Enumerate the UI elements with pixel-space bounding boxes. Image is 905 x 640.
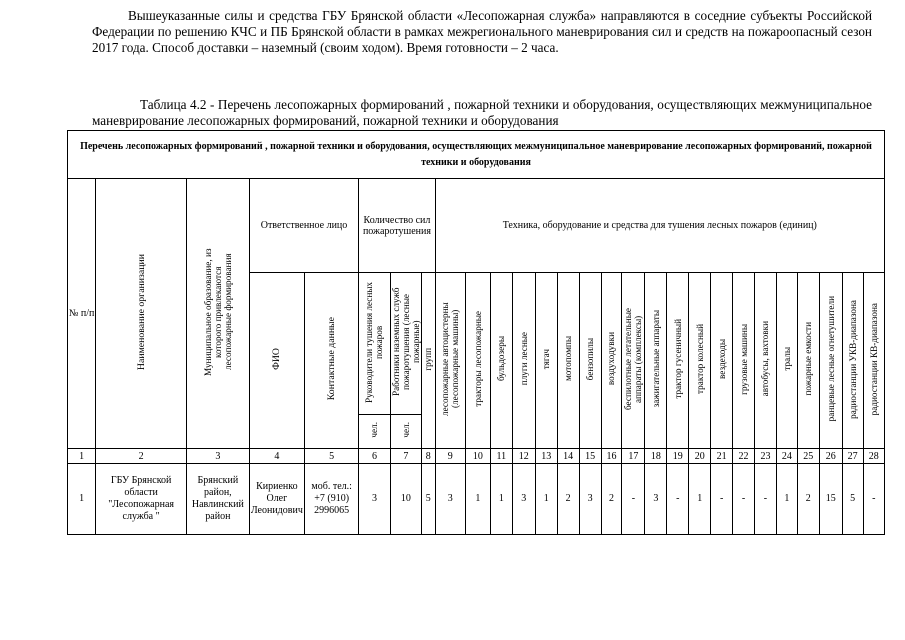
col-num: 11	[490, 449, 512, 464]
col-num: 3	[187, 449, 250, 464]
cell-leaders: 3	[359, 464, 390, 535]
header-contacts: Контактные данные	[305, 273, 359, 449]
cell-eq: 15	[819, 464, 842, 535]
cell-eq: 1	[776, 464, 797, 535]
col-num: 16	[601, 449, 622, 464]
cell-eq: -	[733, 464, 755, 535]
header-org: Наименование организации	[96, 179, 187, 449]
col-num: 13	[535, 449, 557, 464]
col-num: 24	[776, 449, 797, 464]
cell-eq: -	[755, 464, 777, 535]
cell-eq: 5	[842, 464, 863, 535]
col-num: 28	[863, 449, 884, 464]
header-eq-20: радиостанции КВ-диапазона	[863, 273, 884, 449]
cell-eq: -	[622, 464, 645, 535]
col-num: 12	[512, 449, 535, 464]
header-leaders: Руководители тушения лесных пожаров	[359, 273, 390, 415]
header-eq-11: трактор гусеничный	[667, 273, 689, 449]
col-num: 10	[465, 449, 490, 464]
header-groups: групп	[421, 273, 435, 449]
cell-org: ГБУ Брянской области "Лесопожарная служба "	[96, 464, 187, 535]
column-numbers-row	[68, 449, 885, 464]
cell-contacts: моб. тел.: +7 (910) 2996065	[305, 464, 359, 535]
table-caption: Таблица 4.2 - Перечень лесопожарных формирований , пожарной техники и оборудования, осуществляющих межмуниципальное маневрирование лесопожарных формирований, пожарной техники и оборудования	[92, 97, 872, 128]
table-title: Перечень лесопожарных формирований , пожарной техники и оборудования, осуществляющих межмуниципальное маневрирование лесопожарных формирований, пожарной техники и оборудования	[68, 131, 885, 179]
col-num: 9	[435, 449, 465, 464]
header-eq-10: зажигательные аппараты	[645, 273, 667, 449]
header-eq-14: грузовые машины	[733, 273, 755, 449]
cell-eq: 1	[689, 464, 711, 535]
header-eq-16: тралы	[776, 273, 797, 449]
cell-eq: 3	[645, 464, 667, 535]
col-num: 18	[645, 449, 667, 464]
header-municipal: Муниципальное образование, из которого привлекаются лесопожарные формирования	[187, 179, 250, 449]
cell-eq: -	[711, 464, 733, 535]
col-num: 20	[689, 449, 711, 464]
header-eq-17: пожарные емкости	[797, 273, 819, 449]
cell-eq: 1	[490, 464, 512, 535]
cell-eq: 1	[535, 464, 557, 535]
header-eq-6: мотопомпы	[557, 273, 579, 449]
header-chel-1: чел.	[359, 415, 390, 449]
cell-groups: 5	[421, 464, 435, 535]
cell-eq: 3	[579, 464, 601, 535]
header-eq-1: лесопожарные автоцистерны (лесопожарные машины)	[435, 273, 465, 449]
col-num: 8	[421, 449, 435, 464]
col-num: 5	[305, 449, 359, 464]
cell-workers: 10	[390, 464, 421, 535]
header-eq-9: беспилотные летательные аппараты (комплексы)	[622, 273, 645, 449]
header-chel-2: чел.	[390, 415, 421, 449]
header-responsible: Ответственное лицо	[249, 179, 359, 273]
col-num: 23	[755, 449, 777, 464]
header-workers: Работники наземных служб пожаротушения (лесные пожарные)	[390, 273, 421, 415]
cell-fio: Кириенко Олег Леонидович	[249, 464, 304, 535]
header-eq-7: бензопилы	[579, 273, 601, 449]
header-eq-15: автобусы, вахтовки	[755, 273, 777, 449]
col-num: 2	[96, 449, 187, 464]
col-num: 25	[797, 449, 819, 464]
col-num: 4	[249, 449, 304, 464]
col-num: 27	[842, 449, 863, 464]
col-num: 19	[667, 449, 689, 464]
paragraph-forces: Вышеуказанные силы и средства ГБУ Брянской области «Лесопожарная служба» направляются в соседние субъекты Российской Федерации по решению КЧС и ПБ Брянской области в рамках межрегионального маневрирования сил и средств на пожароопасный сезон 2017 года. Способ доставки – наземный (своим ходом). Время готовности – 2 часа.	[92, 8, 872, 55]
cell-eq: 2	[601, 464, 622, 535]
header-eq-8: воздуходувки	[601, 273, 622, 449]
cell-num: 1	[68, 464, 96, 535]
col-num: 7	[390, 449, 421, 464]
col-num: 15	[579, 449, 601, 464]
cell-eq: 2	[797, 464, 819, 535]
col-num: 17	[622, 449, 645, 464]
header-eq-4: плуги лесные	[512, 273, 535, 449]
header-forces: Количество сил пожаротушения	[359, 179, 435, 273]
col-num: 21	[711, 449, 733, 464]
col-num: 1	[68, 449, 96, 464]
cell-eq: 3	[512, 464, 535, 535]
header-eq-19: радиостанции УКВ-диапазона	[842, 273, 863, 449]
header-eq-2: тракторы лесопожарные	[465, 273, 490, 449]
header-eq-12: трактор колесный	[689, 273, 711, 449]
cell-eq: 3	[435, 464, 465, 535]
cell-eq: -	[863, 464, 884, 535]
header-equipment: Техника, оборудование и средства для тушения лесных пожаров (единиц)	[435, 179, 884, 273]
col-num: 26	[819, 449, 842, 464]
cell-municipal: Брянский район, Навлинский район	[187, 464, 250, 535]
header-eq-5: тягач	[535, 273, 557, 449]
cell-eq: -	[667, 464, 689, 535]
header-eq-18: ранцевые лесные огнетушители	[819, 273, 842, 449]
col-num: 14	[557, 449, 579, 464]
formations-table	[67, 130, 885, 535]
header-eq-13: вездеходы	[711, 273, 733, 449]
header-num: № п/п	[68, 179, 96, 449]
table-row	[68, 464, 885, 535]
col-num: 22	[733, 449, 755, 464]
cell-eq: 1	[465, 464, 490, 535]
header-eq-3: бульдозеры	[490, 273, 512, 449]
header-fio: ФИО	[249, 273, 304, 449]
cell-eq: 2	[557, 464, 579, 535]
col-num: 6	[359, 449, 390, 464]
